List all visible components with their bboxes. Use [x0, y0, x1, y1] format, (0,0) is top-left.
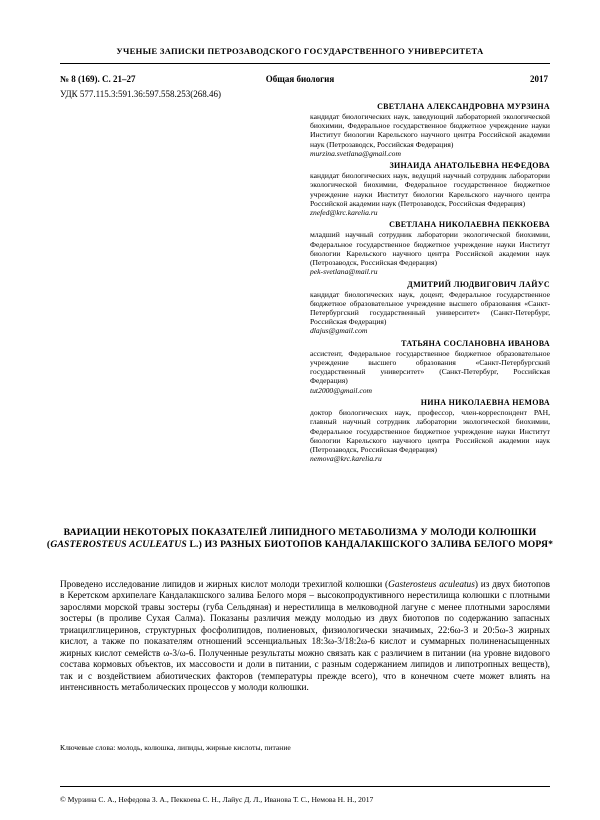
author-entry: [310, 101, 550, 158]
udk-code: УДК 577.115.3:591.36:597.558.253(268.46): [60, 89, 222, 99]
abstract-text: [60, 580, 550, 695]
authors-block: [310, 101, 550, 466]
author-email[interactable]: tut2000@gmail.com: [310, 385, 373, 395]
issue-number: № 8 (169). С. 21–27: [60, 74, 136, 84]
journal-header: УЧЕНЫЕ ЗАПИСКИ ПЕТРОЗАВОДСКОГО ГОСУДАРСТВЕННОГО УНИВЕРСИТЕТА: [116, 46, 484, 56]
title-species: GASTEROSTEUS ACULEATUS: [50, 539, 187, 551]
author-affiliation: доктор биологических наук, профессор, член-корреспондент РАН, главный научный сотрудник лаборатории экологической биохимии, Федеральное государственное бюджетное учреждение науки Институт биологии Карельского научного центра Российской академии наук (Петрозаводск, Российская Федерация): [310, 408, 550, 454]
footer-rule: [60, 786, 550, 787]
author-entry: [310, 160, 550, 217]
section-name: Общая биология: [265, 74, 335, 84]
author-email[interactable]: pek-svetlana@mail.ru: [310, 267, 378, 277]
title-part1: ВАРИАЦИИ НЕКОТОРЫХ ПОКАЗАТЕЛЕЙ ЛИПИДНОГО МЕТАБОЛИЗМА У МОЛОДИ КОЛЮШКИ (: [46, 527, 537, 551]
author-affiliation: кандидат биологических наук, доцент, Федеральное государственное бюджетное образовательное учреждение высшего образования «Санкт-Петербургский государственный университет» (Санкт-Петербург, Российская Федерация): [310, 289, 550, 327]
author-entry: [310, 219, 550, 276]
title-part2: L.) ИЗ РАЗНЫХ БИОТОПОВ КАНДАЛАКШСКОГО ЗАЛИВА БЕЛОГО МОРЯ*: [186, 539, 554, 551]
author-name: СВЕТЛАНА НИКОЛАЕВНА ПЕККОЕВА: [389, 220, 550, 230]
author-name: СВЕТЛАНА АЛЕКСАНДРОВНА МУРЗИНА: [377, 102, 550, 111]
author-name: ЗИНАИДА АНАТОЛЬЕВНА НЕФЕДОВА: [389, 161, 550, 171]
abstract-species: Gasterosteus aculeatus: [388, 580, 475, 590]
author-email[interactable]: znefed@krc.karelia.ru: [310, 208, 378, 218]
author-affiliation: младший научный сотрудник лаборатории экологической биохимии, Федеральное государственное бюджетное учреждение науки Институт биологии Карельского научного центра Российской академии наук (Петрозаводск, Российская Федерация): [310, 230, 550, 268]
author-name: ДМИТРИЙ ЛЮДВИГОВИЧ ЛАЙУС: [407, 279, 550, 289]
author-name: ТАТЬЯНА СОСЛАНОВНА ИВАНОВА: [401, 338, 550, 348]
keywords: Ключевые слова: молодь, колюшка, липиды, жирные кислоты, питание: [60, 743, 291, 752]
author-entry: [310, 397, 550, 463]
header-rule: [60, 63, 550, 64]
abstract-part1: Проведено исследование липидов и жирных кислот молоди трехиглой колюшки (: [60, 580, 389, 590]
author-entry: [310, 279, 550, 336]
author-email[interactable]: nemova@krc.karelia.ru: [310, 454, 382, 464]
copyright: © Мурзина С. А., Нефедова З. А., Пеккоева С. Н., Лайус Д. Л., Иванова Т. С., Немова Н. Н., 2017: [60, 795, 374, 804]
author-email[interactable]: dlajus@gmail.com: [310, 326, 368, 336]
article-title: [40, 527, 560, 552]
author-affiliation: кандидат биологических наук, ведущий научный сотрудник лаборатории экологической биохимии, Федеральное государственное бюджетное учреждение науки Институт биологии Карельского научного центра Российской академии наук (Петрозаводск, Российская Федерация): [310, 171, 550, 208]
author-email[interactable]: murzina.svetlana@gmail.com: [310, 148, 401, 158]
author-affiliation: ассистент, Федеральное государственное бюджетное образовательное учреждение высшего образования «Санкт-Петербургский государственный университет» (Санкт-Петербург, Российская Федерация): [310, 348, 550, 386]
author-affiliation: кандидат биологических наук, заведующий лабораторией экологической биохимии, Федеральное государственное бюджетное учреждение науки Институт биологии Карельского научного центра Российской академии наук (Петрозаводск, Российская Федерация): [310, 112, 550, 149]
abstract-part2: ) из двух биотопов в Керетском архипелаге Кандалакшского залива Белого моря – высокопродуктивного нерестилища колюшки с плотными зарослями морской травы зостеры (губа Сельдяная) и нерестилища в мелководной лагуне с менее плотными зарослями зостеры (в проливе Сухая Салма). Показаны различия между молодью из двух биотопов по содержанию запасных триацилглицеринов, структурных фосфолипидов, полиеновых, физиологически значимых, 22:6ω-3 и 20:5ω-3 жирных кислот, а также по показателям отношений эссенциальных 18:3ω-3/18:2ω-6 кислот и суммарных полиненасыщенных жирных кислот семейств ω-3/ω-6. Полученные результаты можно связать как с различием в питании (на уровне видового состава кормовых объектов, их массовости и доли в питании, с разным содержанием липидов и липотропных веществ), так и с воздействием абиотических факторов (температуры прежде всего), что в конечном счете может влиять на интенсивность метаболических процессов у молоди колюшки.: [60, 580, 550, 694]
author-entry: [310, 338, 550, 395]
author-name: НИНА НИКОЛАЕВНА НЕМОВА: [420, 398, 550, 408]
publication-year: 2017: [530, 74, 548, 84]
